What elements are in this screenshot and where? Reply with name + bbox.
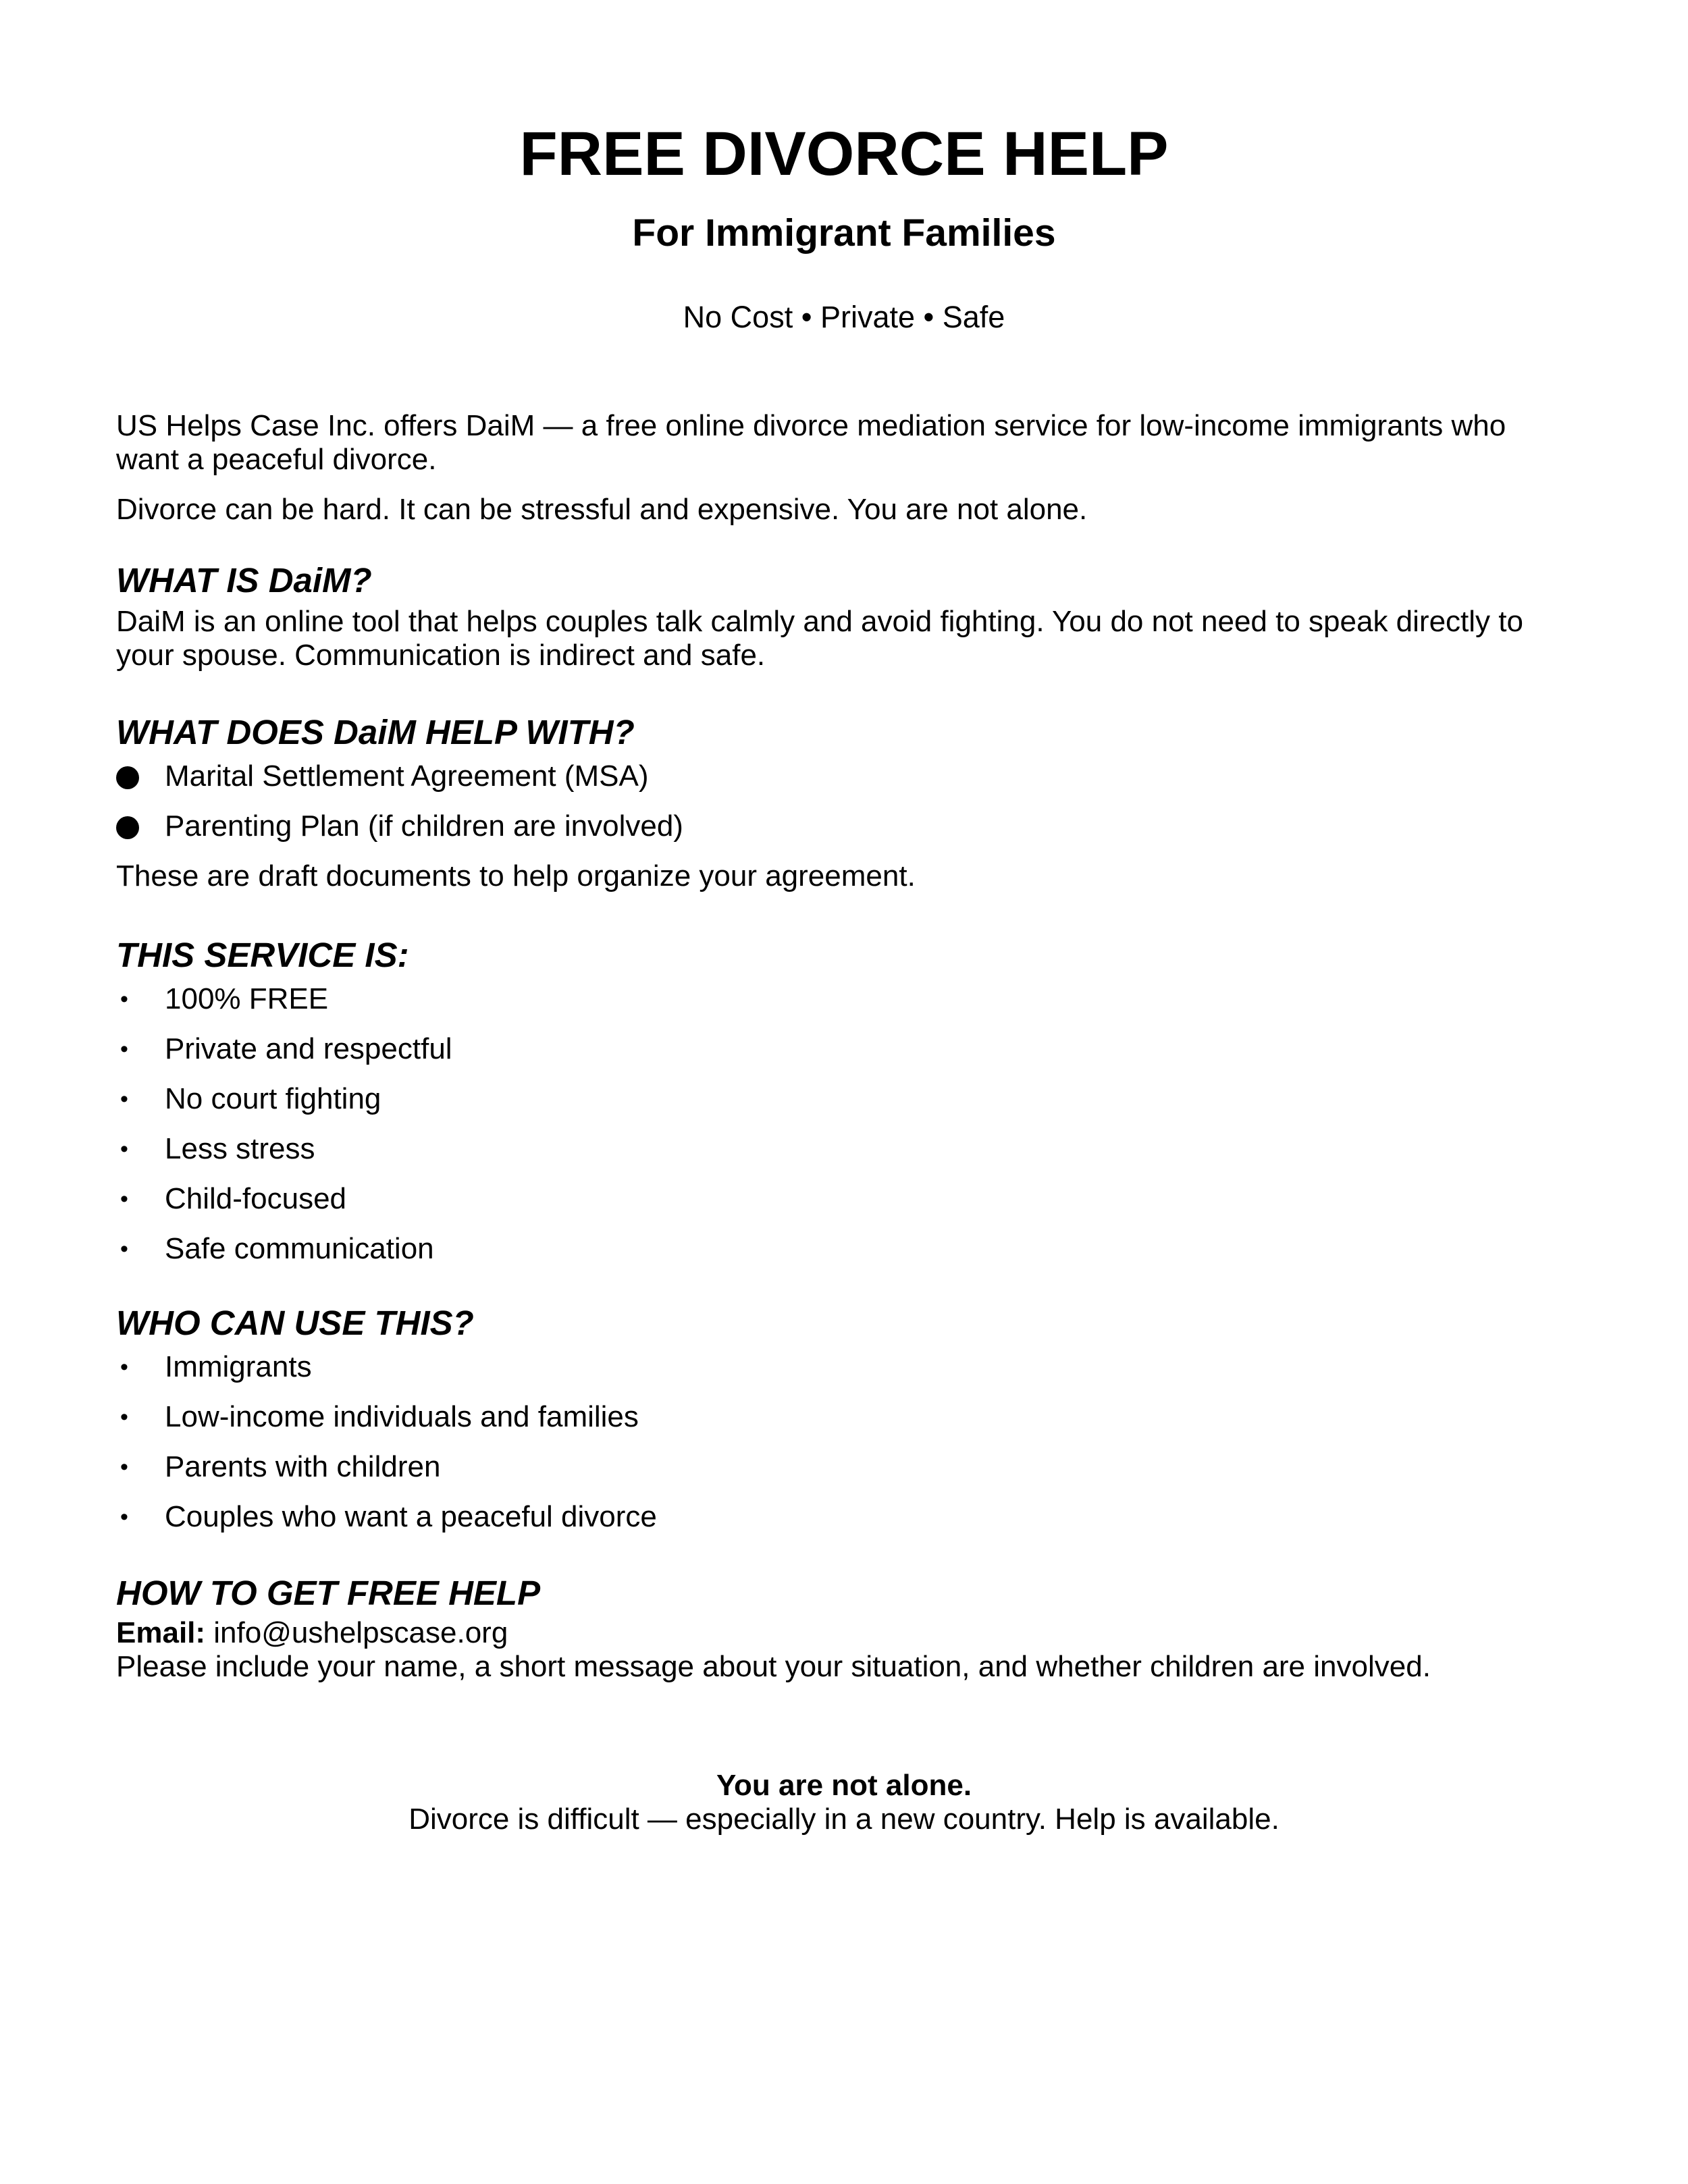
get-help-section	[116, 1573, 1572, 1684]
closing-section	[116, 1769, 1572, 1836]
list-item: • Private and respectful	[116, 1032, 1572, 1082]
list-item: Marital Settlement Agreement (MSA)	[116, 760, 1572, 809]
closing-line-1: You are not alone.	[716, 1769, 972, 1802]
bullet-icon: •	[120, 1354, 128, 1380]
bullet-icon: •	[120, 1404, 128, 1430]
email-link[interactable]: info@ushelpscase.org	[213, 1616, 508, 1649]
get-help-instructions: Please include your name, a short message about your situation, and whether children are involved.	[116, 1650, 1431, 1683]
closing-line-2: Divorce is difficult — especially in a new country. Help is available.	[408, 1803, 1280, 1836]
what-is-section	[116, 560, 1572, 672]
intro-line-1: US Helps Case Inc. offers DaiM — a free online divorce mediation service for low-income immigrants who	[116, 409, 1506, 442]
bullet-icon: •	[120, 1136, 128, 1162]
who-can-use-heading: WHO CAN USE THIS?	[116, 1304, 474, 1342]
intro-section	[116, 409, 1572, 527]
bullet-icon: •	[120, 986, 128, 1012]
what-is-line-1: DaiM is an online tool that helps couples talk calmly and avoid fighting. You do not need to speak directly to	[116, 605, 1523, 638]
email-label: Email:	[116, 1616, 206, 1649]
bullet-icon: •	[120, 1504, 128, 1530]
what-is-heading: WHAT IS DaiM?	[116, 561, 372, 600]
list-item: • 100% FREE	[116, 982, 1572, 1032]
who-can-use-list	[116, 1350, 1572, 1550]
list-item: • Couples who want a peaceful divorce	[116, 1500, 1572, 1550]
email-line	[116, 1616, 1572, 1650]
helps-with-section	[116, 712, 1572, 893]
list-item: • Low-income individuals and families	[116, 1400, 1572, 1450]
helps-with-heading: WHAT DOES DaiM HELP WITH?	[116, 713, 635, 751]
list-item: Parenting Plan (if children are involved)	[116, 809, 1572, 859]
page-title: FREE DIVORCE HELP	[519, 119, 1169, 188]
list-item: • Child-focused	[116, 1182, 1572, 1232]
tagline: No Cost • Private • Safe	[683, 300, 1005, 334]
bullet-dot-icon	[116, 809, 143, 847]
bullet-icon: •	[120, 1454, 128, 1480]
bullet-dot-icon	[116, 760, 143, 797]
list-item: • No court fighting	[116, 1082, 1572, 1132]
list-item: • Immigrants	[116, 1350, 1572, 1400]
intro-line-2: want a peaceful divorce.	[116, 443, 437, 476]
service-is-list	[116, 982, 1572, 1282]
bullet-icon: •	[120, 1086, 128, 1112]
service-is-section	[116, 935, 1572, 1282]
list-item: • Safe communication	[116, 1232, 1572, 1282]
service-is-heading: THIS SERVICE IS:	[116, 936, 409, 974]
list-item: • Parents with children	[116, 1450, 1572, 1500]
intro-paragraph-2: Divorce can be hard. It can be stressful and expensive. You are not alone.	[116, 493, 1088, 526]
what-is-line-2: your spouse. Communication is indirect and safe.	[116, 639, 766, 672]
get-help-heading: HOW TO GET FREE HELP	[116, 1574, 541, 1612]
helps-with-list	[116, 760, 1572, 859]
bullet-icon: •	[120, 1036, 128, 1062]
bullet-icon: •	[120, 1236, 128, 1262]
who-can-use-section	[116, 1303, 1572, 1550]
bullet-icon: •	[120, 1186, 128, 1212]
helps-with-note: These are draft documents to help organize your agreement.	[116, 859, 916, 893]
list-item: • Less stress	[116, 1132, 1572, 1182]
page-subtitle: For Immigrant Families	[632, 211, 1056, 255]
